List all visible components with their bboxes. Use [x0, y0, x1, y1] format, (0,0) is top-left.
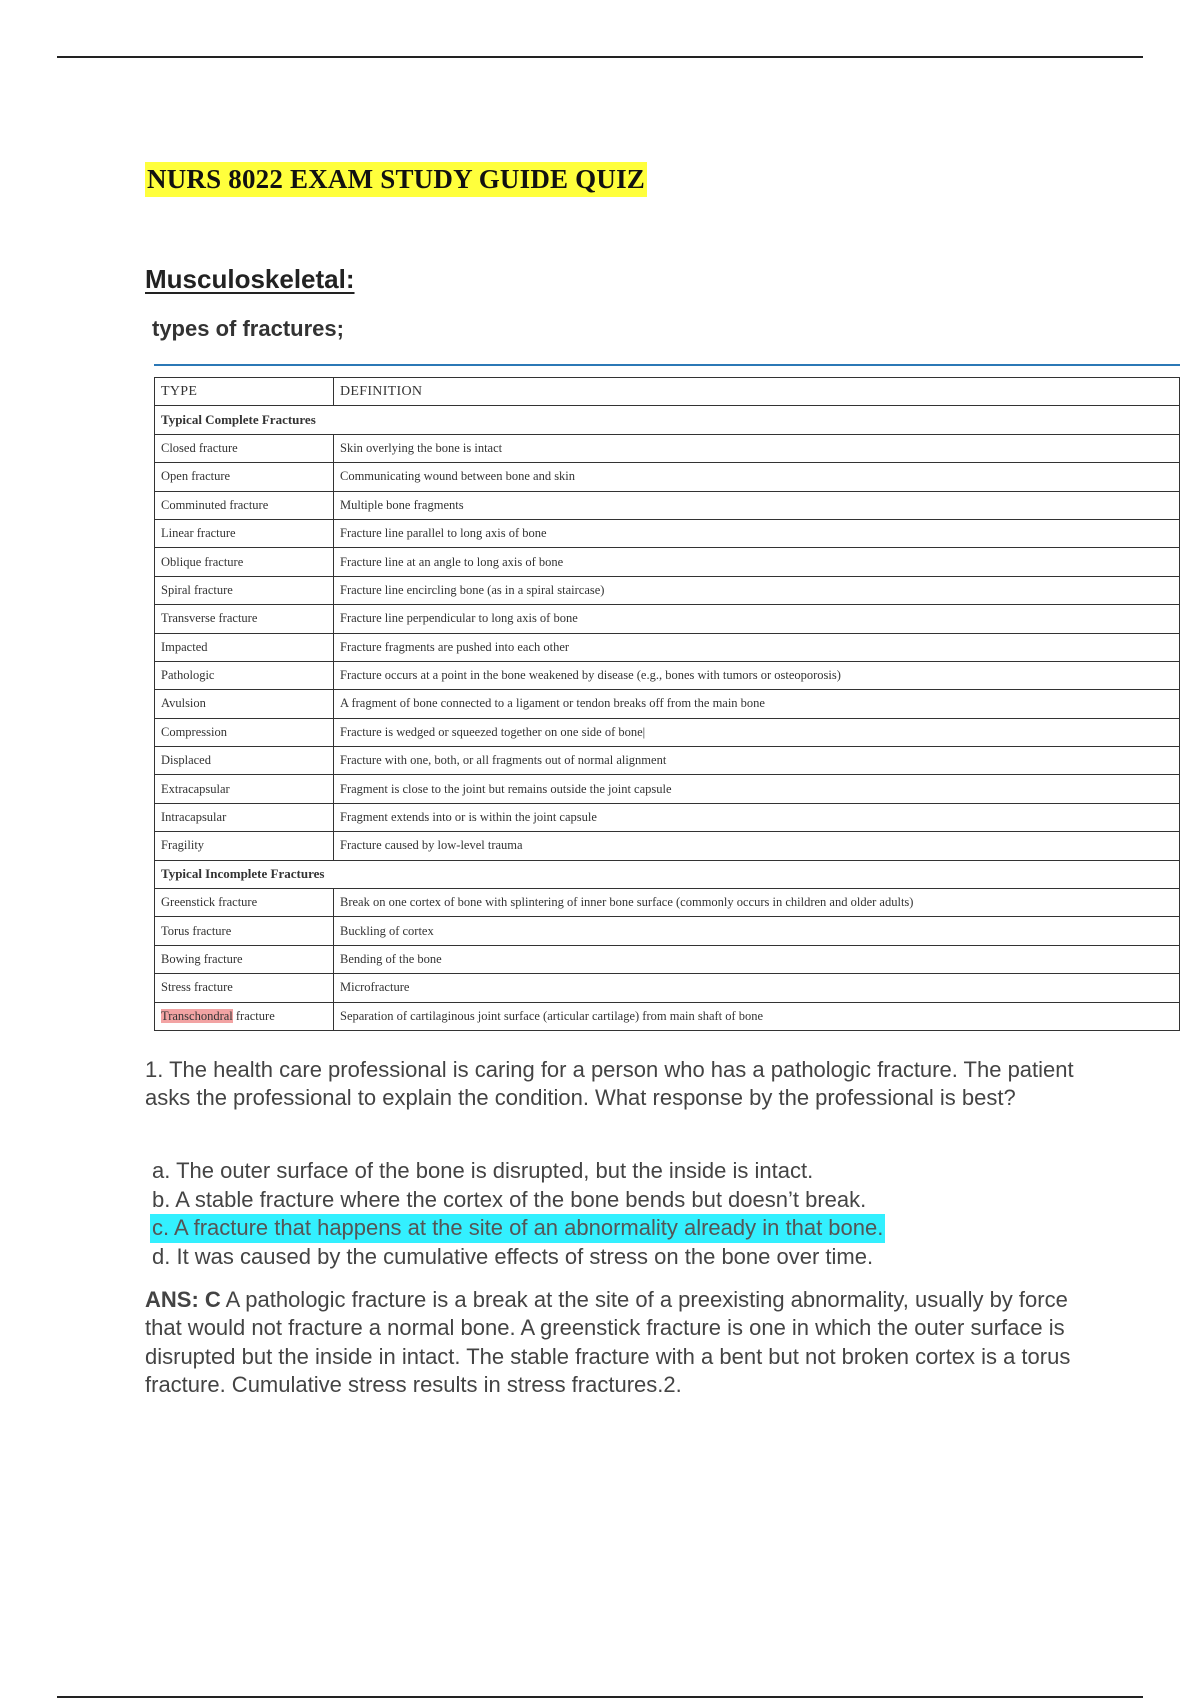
table-row [155, 519, 1180, 547]
answer-options [152, 1157, 885, 1271]
table-row [155, 718, 1180, 746]
row-definition: Fracture fragments are pushed into each other [334, 633, 1180, 661]
table-row [155, 917, 1180, 945]
answer-label: ANS: C [145, 1287, 221, 1312]
table-row [155, 633, 1180, 661]
top-rule [57, 56, 1143, 58]
row-type: Avulsion [155, 690, 334, 718]
bottom-rule [57, 1696, 1143, 1698]
row-definition: Fracture line perpendicular to long axis of bone [334, 605, 1180, 633]
table-row [155, 690, 1180, 718]
answer-text: A pathologic fracture is a break at the site of a preexisting abnormality, usually by force that would not fracture a normal bone. A greenstick fracture is one in which the outer surface is disrupted but the inside in intact. The stable fracture with a bent but not broken cortex is a torus fracture. Cumulative stress results in stress fractures.2. [145, 1287, 1071, 1398]
row-definition: Fracture caused by low-level trauma [334, 832, 1180, 860]
table-header-row [155, 378, 1180, 406]
table-row [155, 889, 1180, 917]
table-row [155, 661, 1180, 689]
row-definition: Fracture line parallel to long axis of bone [334, 519, 1180, 547]
question-text: 1. The health care professional is caring for a person who has a pathologic fracture. The patient asks the professional to explain the condition. What response by the professional is best? [145, 1057, 1074, 1110]
group-label-incomplete: Typical Incomplete Fractures [155, 860, 1180, 888]
option-c-highlighted: c. A fracture that happens at the site of an abnormality already in that bone. [150, 1214, 885, 1243]
table-row [155, 945, 1180, 973]
row-type: Open fracture [155, 463, 334, 491]
row-definition: Fracture with one, both, or all fragments out of normal alignment [334, 747, 1180, 775]
table-row [155, 832, 1180, 860]
table-row [155, 747, 1180, 775]
header-definition: DEFINITION [334, 378, 1180, 406]
fracture-types-table [154, 377, 1180, 1031]
row-type: Oblique fracture [155, 548, 334, 576]
section-heading: Musculoskeletal: [145, 264, 355, 294]
table-row [155, 974, 1180, 1002]
row-type: Greenstick fracture [155, 889, 334, 917]
row-type: Closed fracture [155, 434, 334, 462]
row-type: Torus fracture [155, 917, 334, 945]
row-definition: Bending of the bone [334, 945, 1180, 973]
table-row [155, 1002, 1180, 1030]
row-definition: Fracture is wedged or squeezed together on one side of bone| [334, 718, 1180, 746]
group-label-complete: Typical Complete Fractures [155, 406, 1180, 434]
row-type: Bowing fracture [155, 945, 334, 973]
row-definition: Break on one cortex of bone with splintering of inner bone surface (commonly occurs in children and older adults) [334, 889, 1180, 917]
option-d: d. It was caused by the cumulative effects of stress on the bone over time. [152, 1243, 874, 1269]
row-type: Comminuted fracture [155, 491, 334, 519]
table-row [155, 576, 1180, 604]
row-definition: Fracture line encircling bone (as in a spiral staircase) [334, 576, 1180, 604]
highlighted-word: Transchondral [161, 1008, 233, 1023]
row-type: Pathologic [155, 661, 334, 689]
row-definition: Microfracture [334, 974, 1180, 1002]
row-type: Transverse fracture [155, 605, 334, 633]
row-definition: Skin overlying the bone is intact [334, 434, 1180, 462]
table-row [155, 803, 1180, 831]
table-row [155, 491, 1180, 519]
row-type: Impacted [155, 633, 334, 661]
row-type: Linear fracture [155, 519, 334, 547]
row-definition: Fracture occurs at a point in the bone weakened by disease (e.g., bones with tumors or osteoporosis) [334, 661, 1180, 689]
group-row-complete [155, 406, 1180, 434]
row-type: Compression [155, 718, 334, 746]
title-block [145, 162, 647, 197]
table-row [155, 605, 1180, 633]
option-a: a. The outer surface of the bone is disrupted, but the inside is intact. [152, 1158, 814, 1183]
table-row [155, 434, 1180, 462]
row-definition: A fragment of bone connected to a ligament or tendon breaks off from the main bone [334, 690, 1180, 718]
row-type: Stress fracture [155, 974, 334, 1002]
row-definition: Fracture line at an angle to long axis of bone [334, 548, 1180, 576]
answer-explanation [145, 1286, 1105, 1400]
table-row [155, 463, 1180, 491]
row-type-rest: fracture [232, 1008, 275, 1023]
row-definition: Separation of cartilaginous joint surface (articular cartilage) from main shaft of bone [334, 1002, 1180, 1030]
row-definition: Communicating wound between bone and skin [334, 463, 1180, 491]
header-type: TYPE [155, 378, 334, 406]
document-title: NURS 8022 EXAM STUDY GUIDE QUIZ [145, 162, 647, 197]
row-type [155, 1002, 334, 1030]
row-type: Displaced [155, 747, 334, 775]
table-row [155, 775, 1180, 803]
table-row [155, 548, 1180, 576]
row-type: Spiral fracture [155, 576, 334, 604]
option-c-row [152, 1214, 885, 1243]
row-definition: Multiple bone fragments [334, 491, 1180, 519]
subheading: types of fractures; [152, 316, 344, 341]
group-row-incomplete [155, 860, 1180, 888]
row-definition: Fragment is close to the joint but remains outside the joint capsule [334, 775, 1180, 803]
blue-divider [154, 364, 1180, 366]
row-type: Fragility [155, 832, 334, 860]
option-b: b. A stable fracture where the cortex of the bone bends but doesn’t break. [152, 1186, 867, 1212]
row-definition: Buckling of cortex [334, 917, 1180, 945]
row-definition: Fragment extends into or is within the joint capsule [334, 803, 1180, 831]
row-type: Extracapsular [155, 775, 334, 803]
row-type: Intracapsular [155, 803, 334, 831]
